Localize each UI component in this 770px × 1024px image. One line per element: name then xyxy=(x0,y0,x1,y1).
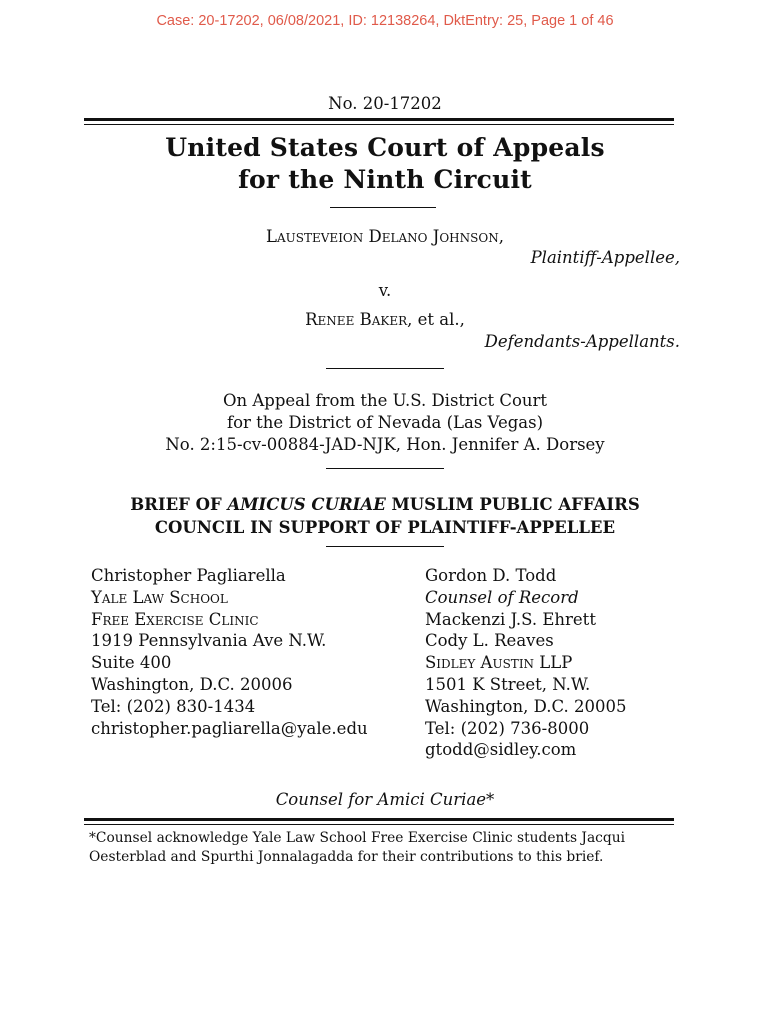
left-counsel-name: Christopher Pagliarella xyxy=(91,566,286,585)
right-counsel-firm: Sidley Austin xyxy=(425,653,535,673)
court-name-line1: United States Court of Appeals xyxy=(165,133,605,162)
divider-rule xyxy=(326,468,444,469)
right-counsel-name3: Cody L. Reaves xyxy=(425,631,554,651)
footnote: *Counsel acknowledge Yale Law School Free Exercise Clinic students Jacqui Oesterblad and Spurthi Jonnalagadda for their contributions to this brief. xyxy=(89,830,626,865)
divider-rule xyxy=(326,368,444,369)
left-counsel-email: christopher.pagliarella@yale.edu xyxy=(91,718,368,738)
appeal-line3: No. 2:15-cv-00884-JAD-NJK, Hon. Jennifer A. Dorsey xyxy=(165,435,605,454)
defendant-suffix: et al., xyxy=(412,310,465,329)
defendant-name: Renee Baker, xyxy=(305,310,413,329)
divider-rule xyxy=(326,546,444,547)
right-counsel-firm-suffix: LLP xyxy=(534,653,573,673)
right-counsel-city: Washington, D.C. 20005 xyxy=(425,696,627,716)
right-counsel-email: gtodd@sidley.com xyxy=(425,740,577,760)
plaintiff-name: Lausteveion Delano Johnson, xyxy=(266,227,504,246)
left-counsel-tel: Tel: (202) 830-1434 xyxy=(91,696,256,716)
versus: v. xyxy=(378,281,392,300)
brief-title-prefix: BRIEF OF xyxy=(130,495,228,514)
right-counsel-name: Gordon D. Todd xyxy=(425,566,557,585)
right-counsel-firm-line xyxy=(425,652,627,674)
brief-title xyxy=(0,493,770,539)
right-counsel-tel: Tel: (202) 736-8000 xyxy=(425,718,590,738)
counsel-for-amici: Counsel for Amici Curiae* xyxy=(275,790,495,809)
left-counsel-street: 1919 Pennsylvania Ave N.W. xyxy=(91,631,327,651)
brief-title-rest: MUSLIM PUBLIC AFFAIRS xyxy=(385,495,640,514)
appeal-line2: for the District of Nevada (Las Vegas) xyxy=(226,413,544,432)
top-double-rule xyxy=(84,118,674,125)
right-counsel-name2: Mackenzi J.S. Ehrett xyxy=(425,609,596,629)
brief-title-italic: AMICUS CURIAE xyxy=(227,495,386,514)
appeal-line1: On Appeal from the U.S. District Court xyxy=(222,391,548,410)
footnote-double-rule xyxy=(84,818,674,825)
docket-entry-stamp: Case: 20-17202, 06/08/2021, ID: 12138264, DktEntry: 25, Page 1 of 46 xyxy=(156,13,614,29)
right-counsel-block xyxy=(425,565,627,761)
divider-rule xyxy=(330,207,436,208)
docket-number: No. 20-17202 xyxy=(328,94,442,113)
defendant-line xyxy=(0,310,770,329)
court-name-line2: for the Ninth Circuit xyxy=(238,165,532,194)
right-counsel-street: 1501 K Street, N.W. xyxy=(425,674,591,694)
left-counsel-city: Washington, D.C. 20006 xyxy=(91,674,293,694)
left-counsel-block xyxy=(91,565,368,739)
brief-title-line2: COUNCIL IN SUPPORT OF PLAINTIFF-APPELLEE xyxy=(154,518,616,537)
plaintiff-role: Plaintiff-Appellee, xyxy=(530,248,680,267)
left-counsel-school: Yale Law School xyxy=(91,587,228,607)
brief-title-line1 xyxy=(0,493,770,516)
defendant-role: Defendants-Appellants. xyxy=(484,332,680,351)
left-counsel-clinic: Free Exercise Clinic xyxy=(91,609,259,629)
appeal-info xyxy=(0,390,770,456)
right-counsel-role: Counsel of Record xyxy=(425,587,579,607)
left-counsel-suite: Suite 400 xyxy=(91,653,172,673)
